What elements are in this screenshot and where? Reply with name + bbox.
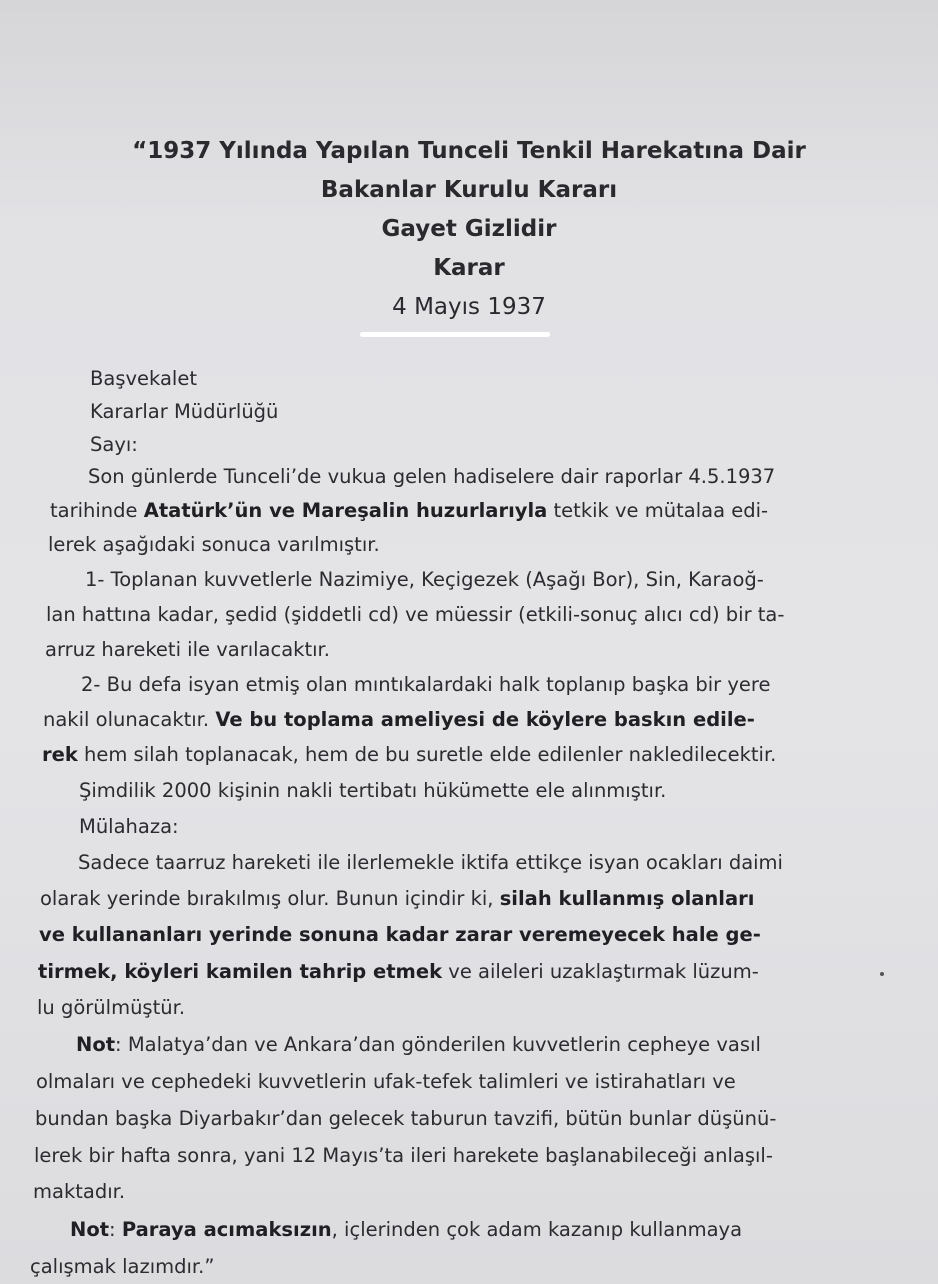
header-office: Başvekalet (90, 367, 197, 390)
bold-phrase: rek (42, 743, 78, 766)
body-line: lan hattına kadar, şedid (şiddetli cd) ve müessir (etkili-sonuç alıcı cd) bir ta- (46, 603, 785, 626)
body-line: Sadece taarruz hareketi ile ilerlemekle iktifa ettikçe isyan ocakları daimi (78, 851, 783, 874)
note-label: Not (76, 1033, 116, 1056)
body-line: arruz hareketi ile varılacaktır. (45, 638, 330, 661)
bold-phrase: Atatürk’ün ve Mareşalin huzurlarıyla (143, 499, 548, 522)
bold-phrase: ve kullananları yerinde sonuna kadar zarar veremeyecek hale ge- (39, 923, 761, 946)
body-line: lerek aşağıdaki sonuca varılmıştır. (48, 533, 380, 556)
bold-phrase: Ve bu toplama ameliyesi de köylere baskın edile- (215, 708, 755, 731)
document-title (0, 132, 938, 327)
bold-phrase: silah kullanmış olanları (499, 887, 755, 910)
note-label: Not (70, 1218, 110, 1241)
body-line: olarak yerinde bırakılmış olur. Bunun içindir ki, silah kullanmış olanları (40, 887, 755, 910)
scan-speck (880, 972, 884, 976)
body-line (39, 921, 761, 948)
body-line: 1- Toplanan kuvvetlerle Nazimiye, Keçigezek (Aşağı Bor), Sin, Karaoğ- (85, 568, 764, 591)
body-line: lerek bir hafta sonra, yani 12 Mayıs’ta ileri harekete başlanabileceği anlaşıl- (34, 1144, 773, 1167)
body-line: Son günlerde Tunceli’de vukua gelen hadiselere dair raporlar 4.5.1937 (88, 465, 776, 488)
body-line: tarihinde Atatürk’ün ve Mareşalin huzurlarıyla tetkik ve mütalaa edi- (50, 499, 769, 522)
date-highlight-underline (360, 332, 550, 337)
body-line: nakil olunacaktır. Ve bu toplama ameliyesi de köylere baskın edile- (43, 708, 755, 731)
title-line-1: “1937 Yılında Yapılan Tunceli Tenkil Harekatına Dair (132, 138, 806, 164)
body-line: çalışmak lazımdır.” (30, 1255, 215, 1278)
title-line-3: Gayet Gizlidir (381, 216, 557, 242)
body-line: bundan başka Diyarbakır’dan gelecek taburun tavzifi, bütün bunlar düşünü- (35, 1107, 777, 1130)
body-line: rek hem silah toplanacak, hem de bu suretle elde edilenler nakledilecektir. (42, 743, 777, 766)
title-line-2: Bakanlar Kurulu Kararı (320, 177, 618, 203)
body-line: tirmek, köyleri kamilen tahrip etmek ve aileleri uzaklaştırmak lüzum- (38, 960, 759, 983)
body-line: maktadır. (33, 1180, 126, 1203)
bold-phrase: Paraya acımaksızın (121, 1218, 332, 1241)
header-department: Kararlar Müdürlüğü (90, 400, 279, 423)
body-line: Not: Malatya’dan ve Ankara’dan gönderilen kuvvetlerin cepheye vasıl (76, 1033, 761, 1056)
bold-phrase: tirmek, köyleri kamilen tahrip etmek (38, 960, 443, 983)
title-line-4: Karar (433, 255, 505, 281)
document-date: 4 Mayıs 1937 (392, 294, 546, 320)
header-number-label: Sayı: (90, 433, 138, 456)
body-line: Not: Paraya acımaksızın, içlerinden çok adam kazanıp kullanmaya (70, 1218, 743, 1241)
body-line: Mülahaza: (79, 815, 179, 838)
body-line: 2- Bu defa isyan etmiş olan mıntıkalardaki halk toplanıp başka bir yere (81, 673, 771, 696)
body-line: olmaları ve cephedeki kuvvetlerin ufak-tefek talimleri ve istirahatları ve (36, 1070, 736, 1093)
body-line: lu görülmüştür. (37, 996, 186, 1019)
body-line: Şimdilik 2000 kişinin nakli tertibatı hükümette ele alınmıştır. (79, 779, 667, 802)
